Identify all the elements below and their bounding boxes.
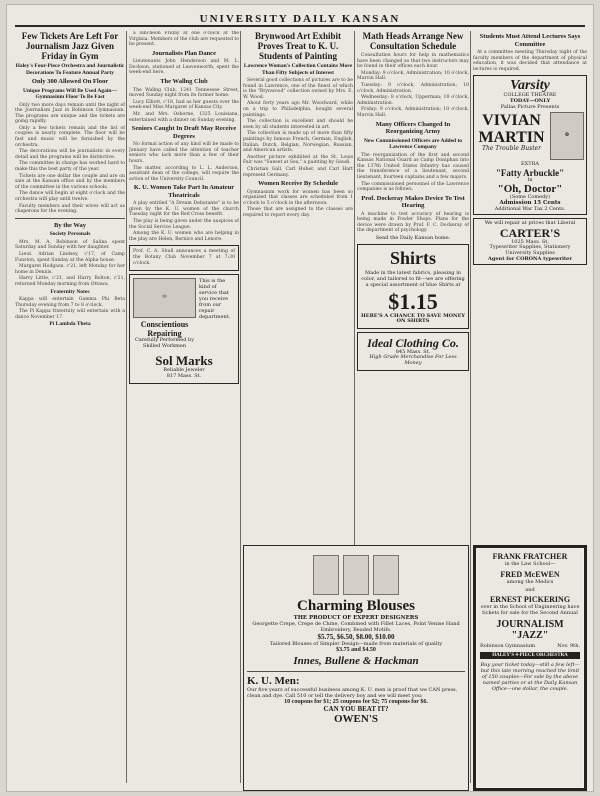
shirts-price: $1.15 <box>388 288 438 314</box>
ideal-tag: High Grade Merchandise For Less Money <box>369 354 457 367</box>
article-body: No formal action of any kind will be made to January have called the attention of teacher seniors who lack more than a few of their hours. The matter, according to L. L. Anderson, assistant dean of the college, will require the action of the University Council. <box>129 142 239 182</box>
carter-pre: We will repair at prices that Liberal <box>484 220 576 227</box>
shirts-body: Made in the latest fabrics, pleasing in color, and tailored to fit—we are offering a special assortment of blue Shirts at <box>361 269 465 288</box>
varsity-sub: COLLEGE THEATRE <box>503 92 557 99</box>
carter-line-1: Typewriter Supplies, Stationery <box>489 244 571 251</box>
separator <box>15 218 125 219</box>
article-body: Lieutenants John Henderson and M. L. Dockson, stationed at Leavenworth, spent the week-end here. <box>129 59 239 76</box>
women-heading: K. U. Women Take Part In Amateur Theatricals <box>133 184 235 199</box>
gym-name: Robinson Gymnasium <box>480 643 536 649</box>
headline-journalism-jazz: Few Tickets Are Left For Journalism Jazz Given Friday in Gym <box>21 31 119 61</box>
doctor-sub: (Some Comedy) <box>509 194 551 201</box>
botany-notice <box>129 245 239 271</box>
newspaper-page <box>6 4 594 792</box>
additional-tax: Additional War Tax 2 Cents. <box>494 205 566 212</box>
ideal-clothing-ad <box>357 332 469 371</box>
society-body: Mrs. M. A. Robinson of Salina spent Saturday and Sunday with her daughter. Lieut. Adrian Lindsey, c'17, of Camp Funston, spent Sunday at the Alpha house. Margaret Hodgson, c'21, left Monday for her home in Dennis. Harry Little, c'21, and Harry Bolton, c'21, returned Monday morning from Ottawa. <box>15 239 125 287</box>
and-label: and <box>525 587 535 593</box>
kumen-tag: CAN YOU BEAT IT? <box>323 705 389 713</box>
doctor-title: "Oh, Doctor" <box>497 183 563 196</box>
students-lectures-heading: Students Must Attend Lectures Says Committee <box>479 33 581 48</box>
column-rule <box>470 31 471 783</box>
star-name-1: VIVIAN <box>482 112 541 130</box>
film-title: The Trouble Buster <box>481 145 542 153</box>
article-body: At a committee meeting Thursday night of the faculty members of the department of physical education, it was decided that attendance at lectures is required. <box>473 50 587 72</box>
journalism-jazz-ad <box>473 545 587 791</box>
column-2 <box>129 31 239 783</box>
carter-line-2: University Supplies <box>505 249 555 256</box>
journalism-label: JOURNALISM <box>496 619 564 630</box>
carter-line-3: Agent for CORONA typewriter <box>488 255 572 262</box>
botany-text: Prof. C. A. Shull announces a meeting of the Botany Club November 7 at 7:30 o'clock. <box>133 249 235 266</box>
article-body: A play entitled "A Dream Debutante" is to be given by the K. U. women of the church Tuesday night for the Red Cross benefit. The play is being given under the auspices of the Social Service League. Among the K. U. women who are helping in the play are Helen, Bernice and Lenore. <box>129 201 239 242</box>
blouse-title: Charming Blouses <box>297 598 415 614</box>
in-label: In <box>527 176 533 183</box>
store-name: Innes, Bullene & Hackman <box>293 655 419 667</box>
sol-marks-top <box>133 278 235 349</box>
kumen-coupons: 10 coupons for $1; 25 coupons for $2; 75 coupons for $6. <box>284 699 428 705</box>
byway-heading: By the Way <box>53 221 87 229</box>
fatty-label: "Fatty Arbuckle" <box>495 167 565 178</box>
shirts-tag: HERE'S A CHANCE TO SAVE MONEY ON SHIRTS <box>361 312 465 325</box>
conscientious-side: This is the kind of service that you receive from our repair department. <box>199 278 231 321</box>
waltz-club-heading: The Wallng Club <box>160 78 208 86</box>
article-intro: a luncheon Friday at one o'clock at the Virginia. Members of the club are requested to be present. <box>129 31 239 48</box>
subhead-collection: Lawrence Woman's Collection Contains More Than Fifty Subjects of Interest <box>243 63 353 76</box>
subhead-floor: Only 300 Allowed On Floor <box>31 78 109 85</box>
subhead-programs: Unique Programs Will Be Used Again—Gymnasium Floor To Be Fast <box>23 87 117 100</box>
ideal-addr: 845 Mass. St. <box>395 348 431 355</box>
sol-marks-name: Sol Marks <box>155 353 213 369</box>
frank-name: FRANK FRATCHER <box>492 552 568 561</box>
varsity-ad <box>473 75 587 215</box>
admission: Admission 15 Cents <box>499 199 561 206</box>
article-body: A machine to test accuracy of hearing is being made in Fowler Shops. Plans for the device were drawn by Prof. F. C. Dockeray of the department of psychology. <box>357 211 469 234</box>
blouse-tailored-price: $3.75 and $4.50 <box>336 647 376 653</box>
masthead <box>15 9 585 27</box>
star-name-2: MARTIN <box>478 129 545 147</box>
varsity-title: Varsity <box>510 78 550 94</box>
pallas-presents: Pallas Picture Presents <box>500 103 560 110</box>
carter-name: CARTER'S <box>499 225 561 240</box>
masthead-title: UNIVERSITY DAILY KANSAN <box>199 13 401 25</box>
blouse-ad <box>243 545 469 791</box>
blouse-figure-icon <box>343 555 369 595</box>
conscientious-body: Carefully Performed by Skilled Workmen <box>134 337 195 349</box>
ideal-name: Ideal Clothing Co. <box>367 335 459 350</box>
column-rule <box>126 31 127 783</box>
star-row <box>476 112 584 160</box>
carters-ad <box>473 218 587 265</box>
shirts-title: Shirts <box>389 247 436 268</box>
sol-marks-addr: 817 Mass. St. <box>166 373 202 379</box>
among-medics: among the Medics <box>506 579 554 585</box>
blouse-prices: $5.75, $6.50, $8.00, $10.00 <box>317 633 395 641</box>
article-body: Gymnasium work for women has been so organized that classes are scheduled from 1 o'clock to 5 o'clock in the afternoon. Those that are assigned to the classes are required to report every day. <box>243 189 353 218</box>
blouse-fabrics: Georgette Crepe, Crepe de Chine, Combined with Fillet Laces, Point Venise Hand Embroidery, Beaded Motifs. <box>252 621 460 633</box>
buy-note: Buy your ticket today—still a few left—but this late morning reached the limit of 150 couples—For sale by the above named parties or at the Daily Kansan Office—one dollar, the couple. <box>480 662 580 692</box>
headline-art-exhibit: Brynwood Art Exhibit Proves Treat to K. U. Students of Painting <box>254 31 341 61</box>
actress-portrait-icon: ☻ <box>550 112 584 160</box>
subhead-orchestra: Haley's Four-Piece Orchestra and Journalistic Decorations To Feature Annual Party <box>15 63 125 76</box>
today-only: TODAY—ONLY <box>509 97 551 104</box>
kumen-body: Our five years of successful business among K. U. men is proof that we CAN press, clean and dye. Call 510 or tell the delivery boy and we will meet you: <box>247 687 458 699</box>
article-body: The Wallng Club, 1241 Tennessee Street, moved Sunday night from its former home. Lucy Elliott, c'18, had as her guests over the week-end Miss Margaret of Kansas City. Mr. and Mrs. Osborne, 1325 Louisiana, entertained with a dinner on Sunday evening. <box>129 87 239 123</box>
gym-date-row <box>480 643 580 649</box>
fred-name: FRED McEWEN <box>500 570 560 579</box>
jazz-date: Nov. 9th. <box>557 643 580 649</box>
officers-heading: Many Officers Changed In Reorganizing Army <box>375 120 451 136</box>
separator <box>247 671 465 672</box>
headline-math: Math Heads Arrange New Consultation Schedule <box>362 31 464 51</box>
article-body: Only two more days remain until the night of the Journalism Jazz in Robinson Gymnasium. The programs are unique and the tickets are going rapidly. Only a few tickets remain and the list of couples is nearly complete. The floor will be fast and music will be furnished by the orchestra. The decorations will be journalistic in every detail and the programs will be distinctive. The committee in charge has worked hard to make this the best party of the year. Tickets are one dollar the couple and are on sale at the Kansan office and by the members of the committee in the various schools. The dance will begin at eight o'clock and the orchestra will play until twelve. Faculty members and their wives will act as chaperons for the evening. <box>15 102 125 215</box>
fraternity-heading: Fraternity Notes <box>50 288 90 295</box>
blouse-illustrations <box>247 549 465 595</box>
conscientious-title: Conscientious Repairing <box>140 320 189 339</box>
column-1 <box>15 31 125 783</box>
jazz-label: "JAZZ" <box>511 630 549 641</box>
blouse-figure-icon <box>313 555 339 595</box>
ernest-name: ERNEST PICKERING <box>489 595 571 604</box>
column-rule <box>240 31 241 783</box>
fraternity-body: Kappa will entertain Gamma Phi Beta Thursday evening from 7 to 8 o'clock. The Pi Kappa fraternity will entertain with a dance November 17. <box>15 297 125 320</box>
in-law: in the Law School— <box>504 561 556 567</box>
lambda-heading: Pi Lambda Theta <box>49 321 91 328</box>
carter-addr: 1025 Mass. St. <box>511 238 549 245</box>
women-schedule-heading: Women Receive By Schedule <box>258 180 338 188</box>
owens-name: OWEN'S <box>333 713 378 725</box>
kumen-title: K. U. Men: <box>247 675 300 687</box>
shirts-ad <box>357 244 469 329</box>
dockeray-heading: Prof. Dockeray Makes Device To Test Hearing <box>361 194 465 210</box>
sol-marks-sub: Reliable Jeweler <box>163 367 205 374</box>
haley-banner: HALEY'S 4-PIECE ORCHESTRA <box>480 652 580 659</box>
over-label: over in the School of Engineering have tickets for sale for the Second Annual <box>480 604 580 616</box>
sol-marks-ad <box>129 274 239 383</box>
article-body: Several good collections of pictures are to be found in Lawrence, one of the finest of which is the "Brynwood" collection owned by Mrs. E. W. Wood. About forty years ago Mr. Woodward, while on a trip to Philadelphia, bought several paintings. The collection is excellent and should be seen by all students interested in art. The collection is made up of more than fifty paintings by famous French, German, English, Italian, Dutch, Belgian, Norwegian, Russian, and American artists. Another picture exhibited at the St. Louis Fair was "Sunset at Sea," a painting by Gaudi. Christian Gall, Carl Huber, and Carl Hart represent Germany. <box>243 78 353 178</box>
new-commission-heading: New Commissioned Officers are Added to Lawrence Company <box>363 137 463 151</box>
jeweler-illustration-icon: ✉ <box>133 278 196 318</box>
extra-label: EXTRA <box>521 161 539 168</box>
send-home-note: Send the Daily Kansan home. <box>375 235 451 242</box>
blouse-figure-icon <box>373 555 399 595</box>
blouse-sub: THE PRODUCT OF EXPERT DESIGNERS <box>293 615 419 621</box>
article-body: The reorganization of the first and second Kansas National Guard as Camp Doniphan into the 137th United States Infantry has caused the transference of a lieutenant, second lieutenant, fourteen captains and a few majors. The commissioned personnel of the Lawrence companies is as follows. <box>357 152 469 193</box>
seniors-heading: Seniors Caught In Draft May Receive Degrees <box>131 125 237 140</box>
article-body: Consultation hours for help in mathematics have been changed so that two instructors may be found in their offices each hour. Monday: 9 o'clock, Administration; 10 o'clock, Marvin Hall. Tuesday: 9 o'clock, Administration; 10 o'clock, Administration. Wednesday: 8 o'clock, Upperman; 10 o'clock, Administration. Friday: 9 o'clock, Administration; 10 o'clock, Marvin Hall. <box>357 53 469 118</box>
society-heading: Society Personals <box>49 231 91 238</box>
headline-journalists: Journalists Plan Dance <box>152 49 216 57</box>
blouse-tailored: Tailored Blouses of Simpler Design—made from materials of quality <box>269 641 443 647</box>
